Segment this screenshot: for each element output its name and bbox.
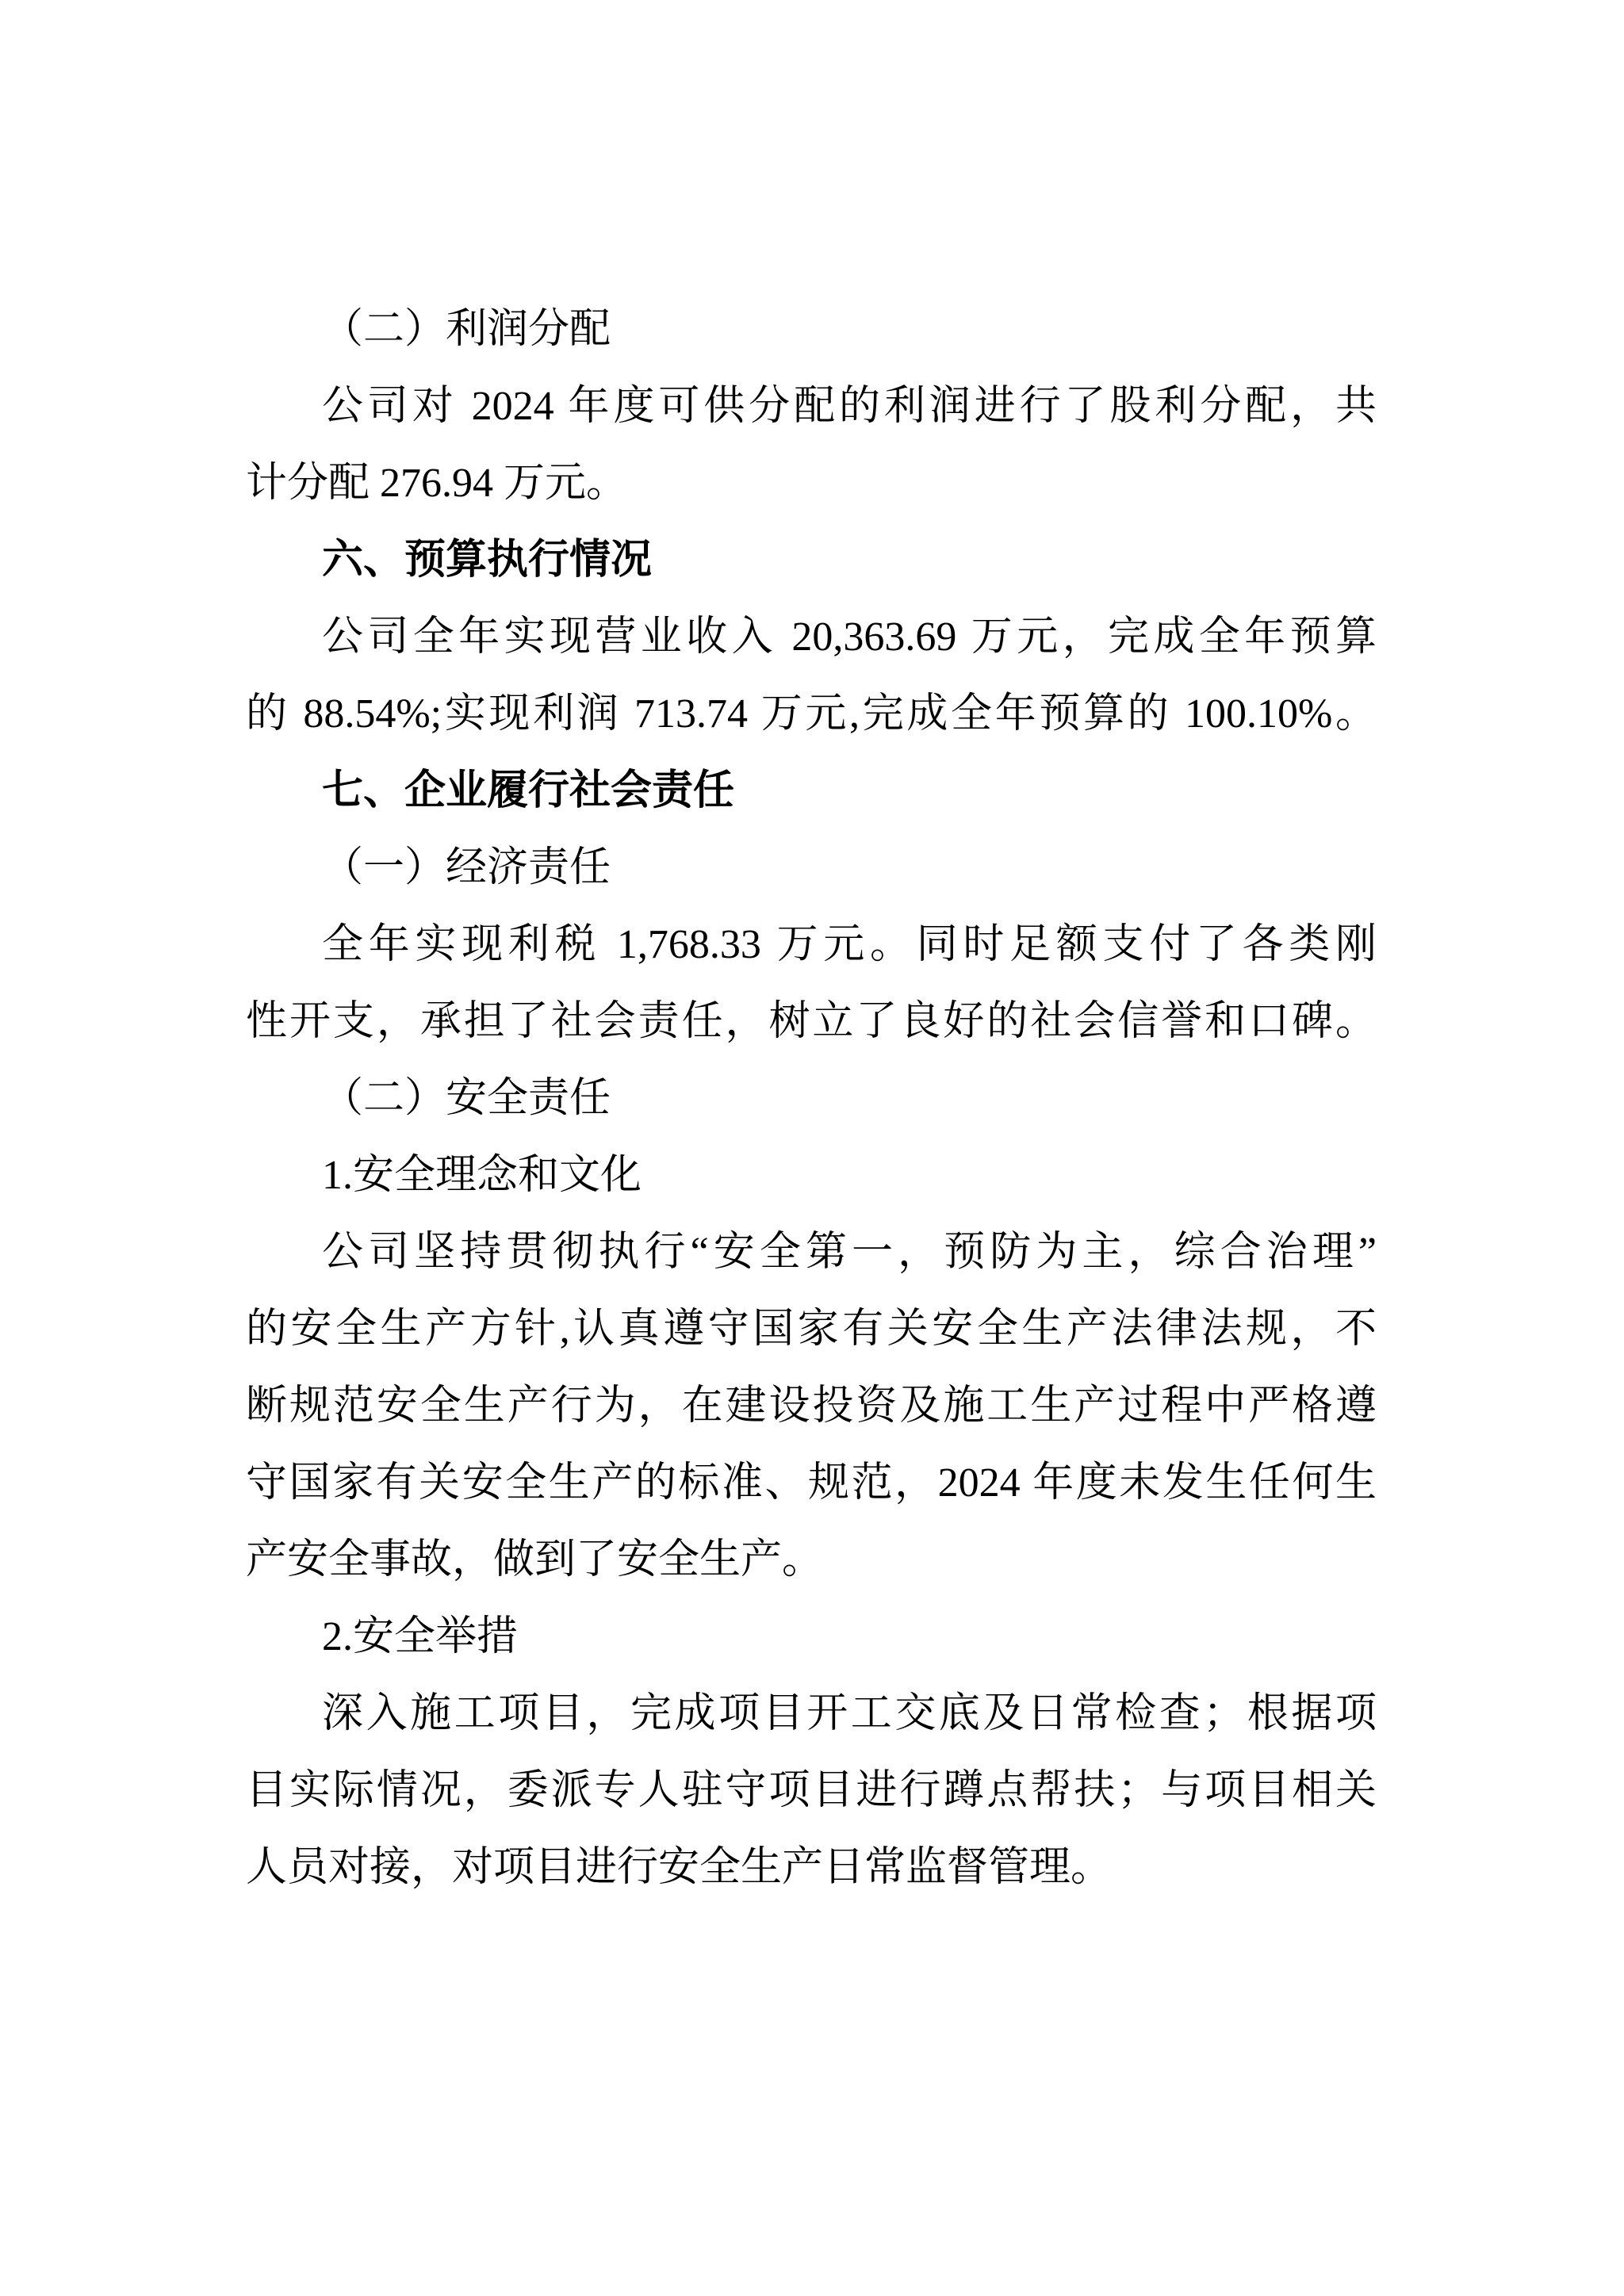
para-economic-responsibility-line-2: 性开支，承担了社会责任，树立了良好的社会信誉和口碑。 — [246, 999, 1377, 1044]
para-profit-distribution-line-1: 公司对 2024 年度可供分配的利润进行了股利分配，共 — [322, 384, 1377, 429]
heading-social-responsibility: 七、企业履行社会责任 — [322, 767, 735, 813]
subheading-safety-responsibility: （二）安全责任 — [322, 1076, 611, 1121]
document-text-block — [246, 291, 1377, 1906]
para-profit-distribution-line-2: 计分配 276.94 万元。 — [246, 461, 628, 506]
para-budget-execution-line-2: 的 88.54%;实现利润 713.74 万元,完成全年预算的 100.10%。 — [246, 691, 1377, 737]
para-safety-concept-line-5: 产安全事故，做到了安全生产。 — [246, 1537, 824, 1582]
subheading-economic-responsibility: （一）经济责任 — [322, 845, 611, 890]
para-safety-concept-line-1: 公司坚持贯彻执行“安全第一，预防为主，综合治理” — [322, 1230, 1377, 1275]
para-safety-measures-line-3: 人员对接，对项目进行安全生产日常监督管理。 — [246, 1845, 1113, 1890]
para-safety-concept-line-3: 断规范安全生产行为，在建设投资及施工生产过程中严格遵 — [246, 1383, 1377, 1429]
para-safety-measures-line-1: 深入施工项目，完成项目开工交底及日常检查；根据项 — [322, 1691, 1377, 1736]
subheading-safety-concept: 1.安全理念和文化 — [322, 1153, 642, 1198]
para-budget-execution-line-1: 公司全年实现营业收入 20,363.69 万元，完成全年预算 — [322, 614, 1377, 660]
heading-budget-execution: 六、预算执行情况 — [322, 537, 653, 583]
para-safety-concept-line-4: 守国家有关安全生产的标准、规范，2024 年度未发生任何生 — [246, 1460, 1377, 1506]
para-safety-concept-line-2: 的安全生产方针,认真遵守国家有关安全生产法律法规，不 — [246, 1307, 1377, 1352]
para-economic-responsibility-line-1: 全年实现利税 1,768.33 万元。同时足额支付了各类刚 — [322, 922, 1377, 967]
subheading-profit-distribution: （二）利润分配 — [322, 307, 611, 352]
subheading-safety-measures: 2.安全举措 — [322, 1614, 519, 1659]
para-safety-measures-line-2: 目实际情况，委派专人驻守项目进行蹲点帮扶；与项目相关 — [246, 1768, 1377, 1813]
